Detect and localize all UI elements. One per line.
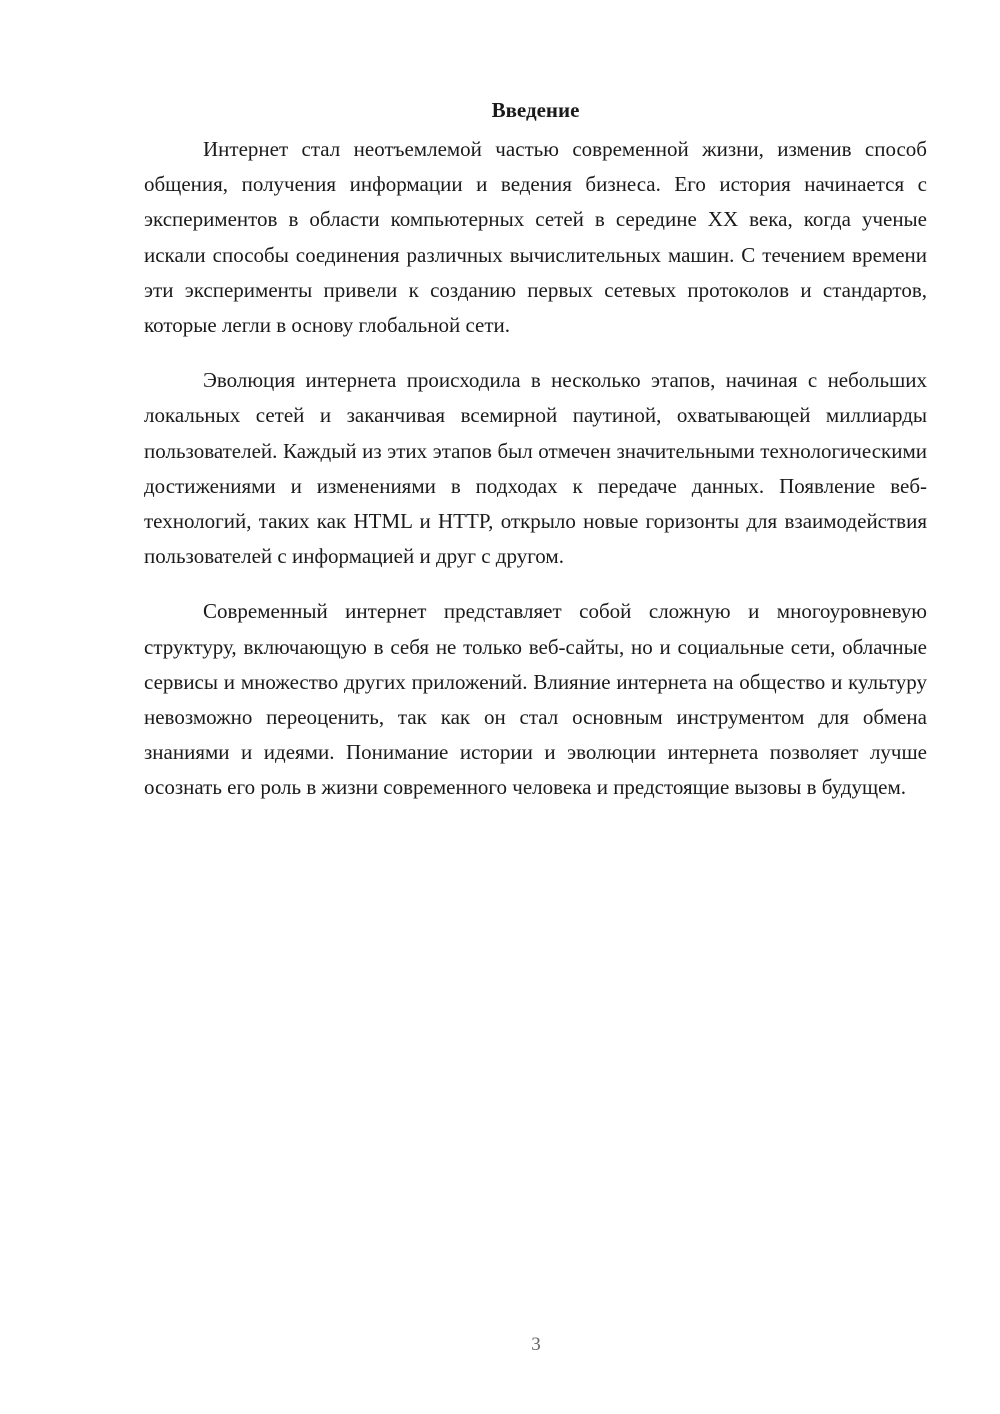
paragraph-1: Интернет стал неотъемлемой частью современной жизни, изменив способ общения, получения информации и ведения бизнеса. Его история начинается с экспериментов в области компьютерных сетей в середине XX века, когда ученые искали способы соединения различных вычислительных машин. С течением времени эти эксперименты привели к созданию первых сетевых протоколов и стандартов, которые легли в основу глобальной сети. — [144, 137, 927, 338]
page-number: 3 — [531, 1334, 541, 1355]
section-title: Введение — [491, 98, 580, 122]
page-content — [144, 92, 927, 826]
paragraph-3: Современный интернет представляет собой сложную и многоуровневую структуру, включающую в себя не только веб-сайты, но и социальные сети, облачные сервисы и множество других приложений. Влияние интернета на общество и культуру невозможно переоценить, так как он стал основным инструментом для обмена знаниями и идеями. Понимание истории и эволюции интернета позволяет лучше осознать его роль в жизни современного человека и предстоящие вызовы в будущем. — [144, 599, 927, 800]
paragraph-2: Эволюция интернета происходила в несколько этапов, начиная с небольших локальных сетей и заканчивая всемирной паутиной, охватывающей миллиарды пользователей. Каждый из этих этапов был отмечен значительными технологическими достижениями и изменениями в подходах к передаче данных. Появление веб-технологий, таких как HTML и HTTP, открыло новые горизонты для взаимодействия пользователей с информацией и друг с другом. — [144, 368, 927, 569]
